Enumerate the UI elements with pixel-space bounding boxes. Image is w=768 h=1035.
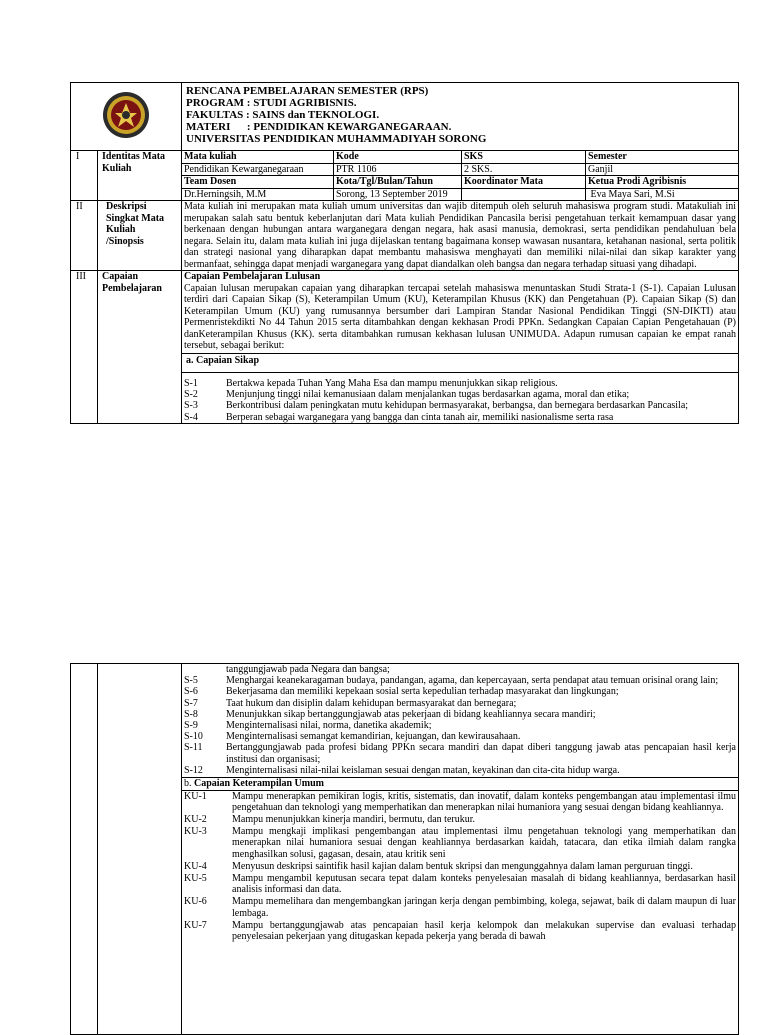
list-item — [182, 861, 738, 873]
identitas-row-1 — [71, 151, 739, 164]
section-number-1: I — [71, 151, 98, 201]
item-text: Berperan sebagai warganegara yang bangga dan cinta tanah air, memiliki nasionalisme serta rasa — [226, 411, 614, 423]
ku-heading-title: Capaian Keterampilan Umum — [194, 778, 324, 790]
list-item — [182, 765, 738, 776]
list-item — [182, 826, 738, 861]
university-logo-icon — [101, 90, 151, 140]
value-mata-kuliah: Pendidikan Kewarganegaraan — [182, 163, 334, 176]
list-item — [182, 698, 738, 709]
continued-row — [71, 664, 739, 1035]
section-label-capaian: Capaian Pembelajaran — [98, 271, 182, 424]
list-item — [182, 920, 738, 943]
header-line-5: UNIVERSITAS PENDIDIKAN MUHAMMADIYAH SORONG — [186, 133, 487, 145]
list-item — [182, 731, 738, 742]
list-item — [182, 896, 738, 919]
header-line-2: PROGRAM : STUDI AGRIBISNIS. — [186, 97, 357, 109]
item-code: S-12 — [184, 764, 203, 776]
item-text: Mampu memelihara dan mengembangkan jaringan kerja dengan pembimbing, kolega, sejawat, baik di dalam maupun di luar lembaga. — [232, 896, 736, 919]
item-text: Berkontribusi dalam peningkatan mutu kehidupan bermasyarakat, berbangsa, dan bernegara berdasarkan Pancasila; — [226, 400, 689, 412]
item-code: S-9 — [184, 720, 198, 732]
ku-list — [182, 791, 738, 944]
item-code: KU-7 — [184, 919, 207, 931]
item-text: Menginternalisasi nilai, norma, danetika akademik; — [226, 720, 432, 732]
item-text: Menyusun deskripsi saintifik hasil kajian dalam bentuk skripsi dan mengunggahnya dalam laman perguruan tinggi. — [232, 860, 693, 872]
item-text: Taat hukum dan disiplin dalam kehidupan bermasyarakat dan bernegara; — [226, 697, 517, 709]
list-item — [182, 675, 738, 686]
section-number-3: III — [71, 271, 98, 424]
capaian-content-continued — [182, 664, 739, 1035]
list-item — [182, 873, 738, 896]
sikap-continuation: tanggungjawab pada Negara dan bangsa; — [226, 664, 390, 675]
item-code: S-3 — [184, 400, 198, 412]
item-text: Mampu mengkaji implikasi pengembangan atau implementasi ilmu pengetahuan teknologi yang memperhatikan dan menerapkan nilai humaniora sesuai dengan keahliannya berdasarkan kaidah, tatacara, dan etika ilmiah dalam rangka menghasilkan solusi, gagasan, desain, atau kritik seni — [232, 826, 736, 860]
sikap-list-page-2-items — [182, 675, 738, 776]
item-code: S-7 — [184, 697, 198, 709]
head-kota: Kota/Tgl/Bulan/Tahun — [334, 176, 462, 189]
item-code: S-11 — [184, 742, 203, 754]
header-row — [71, 83, 739, 151]
ku-heading — [182, 777, 738, 791]
header-line-1: RENCANA PEMBELAJARAN SEMESTER (RPS) — [186, 85, 429, 97]
header-line-3: FAKULTAS : SAINS dan TEKNOLOGI. — [186, 109, 380, 121]
value-semester: Ganjil — [586, 163, 739, 176]
head-mata-kuliah: Mata kuliah — [182, 151, 334, 164]
item-text: Menginternalisasi semangat kemandirian, kejuangan, dan kewirausahaan. — [226, 731, 521, 743]
document-page-2 — [70, 663, 738, 1035]
rps-table — [70, 82, 739, 424]
item-code: S-4 — [184, 411, 198, 423]
head-team-dosen: Team Dosen — [182, 176, 334, 189]
item-code: KU-5 — [184, 872, 207, 884]
list-item — [182, 791, 738, 814]
value-ketua-prodi: Eva Maya Sari, M.Si — [586, 188, 739, 201]
header-line-4: MATERI : PENDIDIKAN KEWARGANEGARAAN. — [186, 121, 452, 133]
list-item — [182, 389, 738, 400]
capaian-title: Capaian Pembelajaran Lulusan — [184, 271, 321, 282]
item-code: KU-1 — [184, 790, 207, 802]
section-label-identitas: Identitas Mata Kuliah — [98, 151, 182, 201]
ku-heading-prefix: b. — [184, 778, 194, 790]
head-koordinator: Koordinator Mata — [462, 176, 586, 189]
deskripsi-text: Mata kuliah ini merupakan mata kuliah umum universitas dan wajib ditempuh oleh seluruh mahasiswa program studi. Matakuliah ini merupakan salah satu bentuk keberlanjutan dari Mata kuliah Pendidikan Pancasila berisi pengetahuan terkait kemampuan dasar yang berkenaan dengan hubungan antara warganegara dengan negara, hak asasi manusia, demokrasi, serta pendidikan pendahuluan bela negara. Selain itu, dalam mata kuliah ini juga dijelaskan tentang bagaimana konsep wawasan nusantara, ketahanan nasional, serta politik dan strategi nasional yang diharapkan dapat membantu mahasiswa menghayati dan memiliki nilai-nilai dan sikap karakter yang bermanfaat, sehingga dapat menjadi warganegara yang dapat diandalkan oleh bangsa dan negara terhadap situasi yang dihadapi. — [182, 201, 739, 271]
item-text: Menjunjung tinggi nilai kemanusiaan dalam menjalankan tugas berdasarkan agama, moral dan etika; — [226, 389, 630, 401]
section-number-2: II — [71, 201, 98, 271]
item-text: Mampu mengambil keputusan secara tepat dalam konteks penyelesaian masalah di bidang keahliannya, berdasarkan hasil analisis informasi dan data. — [232, 872, 736, 896]
rps-table-continued — [70, 663, 739, 1035]
value-sks: 2 SKS. — [462, 163, 586, 176]
item-code: KU-3 — [184, 826, 207, 838]
item-text: Bekerjasama dan memiliki kepekaan sosial serta kepedulian terhadap masyarakat dan lingkungan; — [226, 686, 619, 698]
section-label-deskripsi: Deskripsi Singkat Mata Kuliah /Sinopsis — [98, 201, 182, 271]
sikap-heading: a. Capaian Sikap — [182, 353, 738, 374]
sikap-list-page-1 — [182, 378, 738, 423]
list-item — [182, 720, 738, 731]
capaian-content — [182, 271, 739, 424]
deskripsi-row — [71, 201, 739, 271]
item-code: S-6 — [184, 686, 198, 698]
item-text: Menghargai keanekaragaman budaya, pandangan, agama, dan kepercayaan, serta pendapat atau temuan orisinal orang lain; — [226, 675, 719, 687]
list-item — [182, 378, 738, 389]
header-title-cell — [182, 83, 739, 151]
item-text: Menunjukkan sikap bertanggungjawab atas pekerjaan di bidang keahliannya secara mandiri; — [226, 708, 596, 720]
document-page-1 — [70, 82, 738, 424]
item-text: Menginternalisasi nilai-nilai keislaman sesuai dengan matan, keyakinan dan cita-cita hidup warga. — [226, 764, 620, 776]
sikap-list-page-2 — [182, 664, 738, 675]
item-code: S-2 — [184, 389, 198, 401]
list-item — [182, 709, 738, 720]
head-semester: Semester — [586, 151, 739, 164]
item-code: KU-2 — [184, 813, 207, 825]
item-code: S-10 — [184, 731, 203, 743]
item-code: KU-6 — [184, 896, 207, 908]
capaian-text: Capaian lulusan merupakan capaian yang diharapkan tercapai setelah mahasiswa menuntaskan Studi Strata-1 (S-1). Capaian Lulusan terdiri dari Capaian Sikap (S), Keterampilan Umum (KU), Keterampilan Khusus (KK) dan Pengetahuan (P). Capaian Sikap (S) dan Keterampilan Umum (KU) yang rumusannya bersumber dari Lampiran Standar Nasional Pendidikan Tinggi (SN-DIKTI) atau Permenristekdikti No 44 Tahun 2015 serta ditambahkan dengan kekhasan Prodi PPKn. Sedangkan Capaian Capian Pengetahauan (P) danKeterampilan Khusus (KK). serta ditambahkan rumusan kekhasan lulusan UNIMUDA. Adapun rumusan capaian ke empat ranah tersebut, sebagai berikut: — [184, 282, 737, 351]
item-code: S-8 — [184, 708, 198, 720]
item-text: Mampu menerapkan pemikiran logis, kritis, sistematis, dan inovatif, dalam konteks pengembangan atau implementasi ilmu pengetahuan dan teknologi yang memperhatikan dan menerapkan nilai humaniora yang sesuai dengan bidang keahliannya. — [232, 790, 736, 813]
value-kota: Sorong, 13 September 2019 — [334, 188, 462, 201]
item-text: Mampu bertanggungjawab atas pencapaian hasil kerja kelompok dan melakukan supervise dan evaluasi terhadap penyelesaian pekerjaan yang ditugaskan kepada pekerja yang berada di bawah — [232, 919, 736, 942]
value-team-dosen: Dr.Herningsih, M.M — [182, 188, 334, 201]
list-item — [182, 412, 738, 423]
list-item — [182, 400, 738, 411]
value-koordinator — [462, 188, 586, 201]
value-kode: PTR 1106 — [334, 163, 462, 176]
item-code: S-1 — [184, 378, 198, 389]
logo-cell — [71, 83, 182, 151]
item-text: Bertakwa kepada Tuhan Yang Maha Esa dan mampu menunjukkan sikap religious. — [226, 378, 558, 389]
head-kode: Kode — [334, 151, 462, 164]
list-item — [182, 686, 738, 697]
list-item — [182, 814, 738, 826]
head-sks: SKS — [462, 151, 586, 164]
head-ketua-prodi: Ketua Prodi Agribisnis — [586, 176, 739, 189]
list-item — [182, 742, 738, 764]
item-code: KU-4 — [184, 860, 207, 872]
capaian-row — [71, 271, 739, 424]
item-text: Mampu menunjukkan kinerja mandiri, bermutu, dan terukur. — [232, 813, 475, 825]
item-text: Bertanggungjawab pada profesi bidang PPKn secara mandiri dan dapat diberi tanggung jawab atas pencapaian hasil kerja institusi dan organisasi; — [226, 742, 736, 765]
item-code: S-5 — [184, 675, 198, 687]
